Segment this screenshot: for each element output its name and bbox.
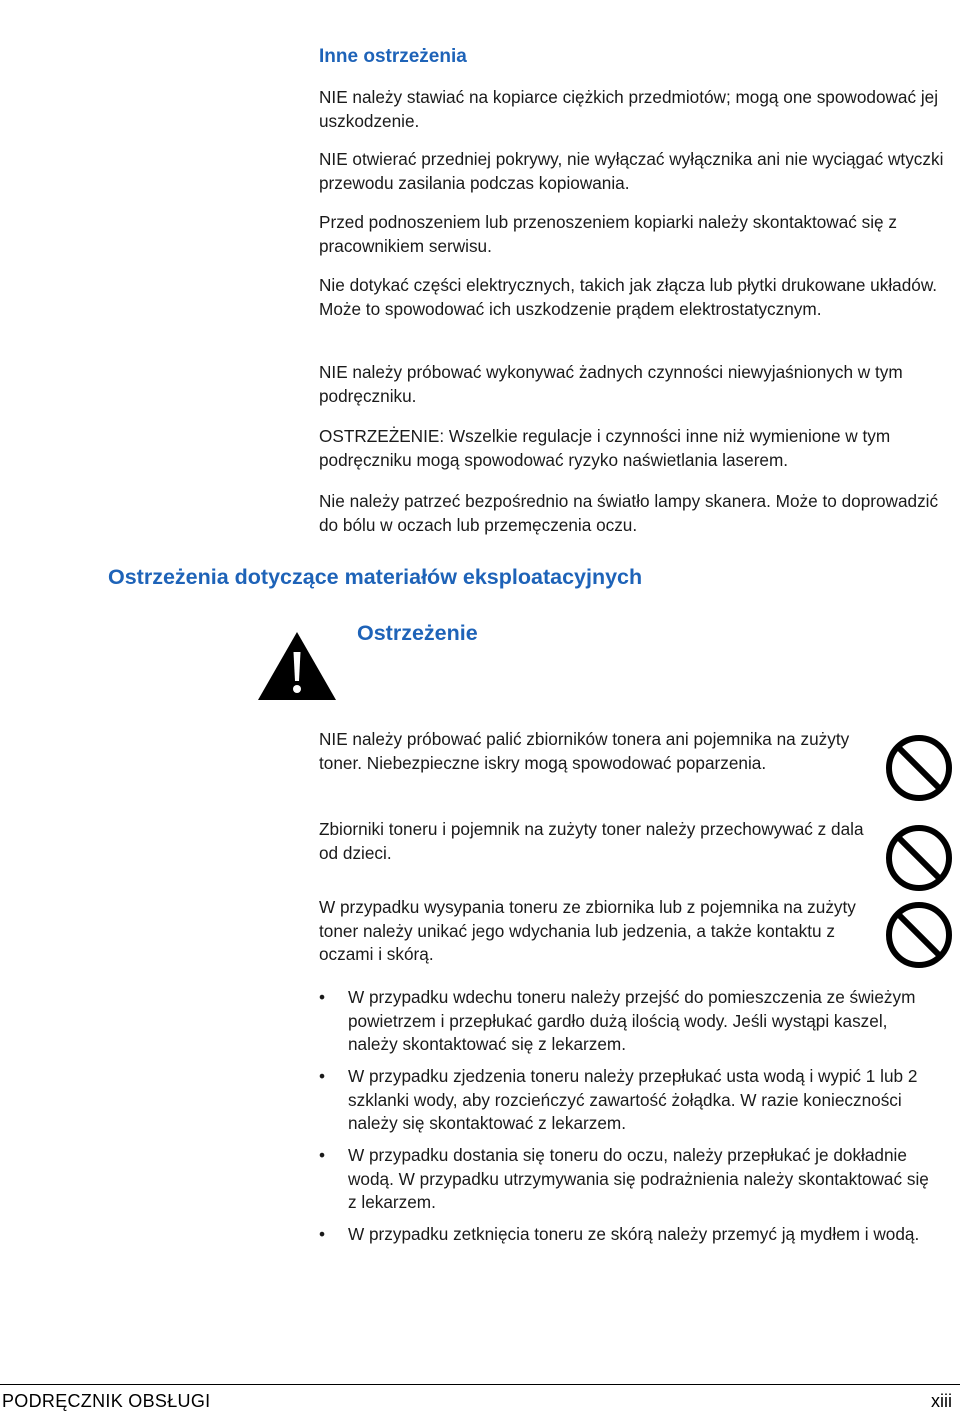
footer-divider [0,1384,960,1385]
list-item-text: W przypadku zjedzenia toneru należy przepłukać usta wodą i wypić 1 lub 2 szklanki wody, aby rozcieńczyć zawartość żołądka. W razie konieczności należy się skontaktować z lekarzem. [348,1066,918,1133]
list-item [319,986,939,1057]
first-aid-list [319,986,939,1255]
section-heading-other-warnings: Inne ostrzeżenia [319,46,467,67]
paragraph: NIE należy stawiać na kopiarce ciężkich przedmiotów; mogą one spowodować jej uszkodzenie. [319,87,939,131]
list-item-text: W przypadku dostania się toneru do oczu, należy przepłukać je dokładnie wodą. W przypadku utrzymywania się podrażnienia należy skontaktować się z lekarzem. [348,1145,929,1212]
paragraph: NIE należy próbować wykonywać żadnych czynności niewyjaśnionych w tym podręczniku. [319,362,903,406]
paragraph: Zbiorniki toneru i pojemnik na zużyty toner należy przechowywać z dala od dzieci. [319,819,864,863]
paragraph: Nie dotykać części elektrycznych, takich jak złącza lub płytki drukowane układów. Może to spowodować ich uszkodzenie prądem elektrostatycznym. [319,275,938,319]
list-item-text: W przypadku wdechu toneru należy przejść do pomieszczenia ze świeżym powietrzem i przepłukać gardło dużą ilością wody. Jeśli wystąpi kaszel, należy skontaktować się z lekarzem. [348,987,916,1054]
list-item-text: W przypadku zetknięcia toneru ze skórą należy przemyć ją mydłem i wodą. [348,1224,920,1244]
list-item [319,1223,939,1247]
footer-manual-title: PODRĘCZNIK OBSŁUGI [2,1391,211,1411]
bullet-icon: • [319,1066,326,1086]
warning-label: Ostrzeżenie [357,621,478,645]
list-item [319,1144,939,1215]
prohibition-icon [884,823,954,893]
list-item [319,1065,939,1136]
paragraph: Przed podnoszeniem lub przenoszeniem kopiarki należy skontaktować się z pracownikiem serwisu. [319,212,897,256]
paragraph: NIE należy próbować palić zbiorników tonera ani pojemnika na zużyty toner. Niebezpieczne iskry mogą spowodować poparzenia. [319,729,850,773]
paragraph: Nie należy patrzeć bezpośrednio na światło lampy skanera. Może to doprowadzić do bólu w oczach lub przemęczenia oczu. [319,491,939,535]
prohibition-icon [884,733,954,803]
footer-page-number: xiii [931,1391,952,1411]
bullet-icon: • [319,1224,326,1244]
bullet-icon: • [319,987,326,1007]
paragraph: NIE otwierać przedniej pokrywy, nie wyłączać wyłącznika ani nie wyciągać wtyczki przewodu zasilania podczas kopiowania. [319,149,944,193]
paragraph: OSTRZEŻENIE: Wszelkie regulacje i czynności inne niż wymienione w tym podręczniku mogą spowodować ryzyko naświetlania laserem. [319,426,891,470]
paragraph: W przypadku wysypania toneru ze zbiornika lub z pojemnika na zużyty toner należy unikać jego wdychania lub jedzenia, a także kontaktu z oczami i skórą. [319,897,856,964]
bullet-icon: • [319,1145,326,1165]
prohibition-icon [884,900,954,970]
warning-triangle-icon [256,630,338,702]
section-heading-consumables: Ostrzeżenia dotyczące materiałów eksploatacyjnych [108,565,643,589]
